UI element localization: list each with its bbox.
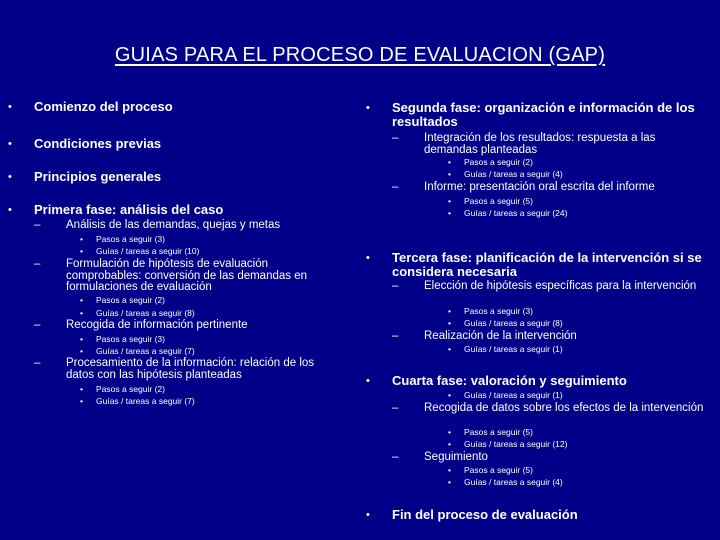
- bullet: •: [8, 138, 12, 150]
- dash: –: [392, 451, 399, 463]
- bullet: •: [448, 318, 451, 328]
- detail-analisis-guias: [80, 246, 330, 256]
- sub-recogida: [34, 320, 334, 332]
- detail-text: Guías / tareas a seguir (1): [464, 344, 563, 354]
- detail-text: Guías / tareas a seguir (12): [464, 439, 568, 449]
- item-text: Segunda fase: organización e información de los resultados: [392, 100, 695, 129]
- item-text: Primera fase: análisis del caso: [34, 202, 224, 217]
- detail-text: Guías / tareas a seguir (4): [464, 477, 563, 487]
- detail-text: Guías / tareas a seguir (24): [464, 208, 568, 218]
- item-segunda-fase: [366, 101, 712, 129]
- sub-integracion: [392, 133, 708, 156]
- detail-text: Pasos a seguir (3): [96, 234, 165, 244]
- item-comienzo: [8, 100, 338, 114]
- bullet: •: [80, 384, 83, 394]
- item-primera-fase: [8, 203, 338, 217]
- detail-recogida-guias: [80, 346, 330, 356]
- detail-integracion-guias: [448, 169, 698, 179]
- sub-analisis: [34, 220, 334, 232]
- detail-text: Pasos a seguir (5): [464, 427, 533, 437]
- item-text: Comienzo del proceso: [34, 99, 173, 114]
- sub-text: Seguimiento: [424, 451, 488, 463]
- detail-recogida-pasos: [80, 334, 330, 344]
- detail-realizacion-guias: [448, 344, 698, 354]
- dash: –: [34, 319, 41, 331]
- bullet: •: [80, 308, 83, 318]
- dash: –: [392, 181, 399, 193]
- bullet: •: [80, 334, 83, 344]
- sub-text: Análisis de las demandas, quejas y metas: [66, 219, 281, 231]
- sub-eleccion: [392, 281, 708, 293]
- detail-eleccion-pasos: [448, 306, 698, 316]
- detail-formulacion-guias: [80, 308, 330, 318]
- bullet: •: [366, 375, 370, 387]
- detail-text: Pasos a seguir (2): [464, 157, 533, 167]
- sub-text: Realización de la intervención: [424, 330, 577, 342]
- detail-analisis-pasos: [80, 234, 330, 244]
- dash: –: [392, 132, 399, 144]
- sub-text: Formulación de hipótesis de evaluación comprobables: conversión de las demandas en formulaciones de evaluación: [66, 258, 308, 293]
- sub-recogida-datos: [392, 403, 708, 415]
- bullet: •: [448, 169, 451, 179]
- bullet: •: [448, 465, 451, 475]
- detail-seguimiento-pasos: [448, 465, 698, 475]
- detail-seguimiento-guias: [448, 477, 698, 487]
- detail-informe-pasos: [448, 196, 698, 206]
- bullet: •: [448, 157, 451, 167]
- detail-text: Pasos a seguir (3): [96, 334, 165, 344]
- bullet: •: [8, 204, 12, 216]
- dash: –: [392, 402, 399, 414]
- item-principios: [8, 170, 338, 184]
- dash: –: [392, 280, 399, 292]
- bullet: •: [366, 252, 370, 264]
- bullet: •: [448, 439, 451, 449]
- dash: –: [34, 357, 41, 369]
- detail-formulacion-pasos: [80, 295, 330, 305]
- bullet: •: [448, 306, 451, 316]
- detail-text: Guías / tareas a seguir (4): [464, 169, 563, 179]
- item-text: Fin del proceso de evaluación: [392, 507, 578, 522]
- detail-text: Guías / tareas a seguir (7): [96, 346, 195, 356]
- bullet: •: [366, 509, 370, 521]
- detail-integracion-pasos: [448, 157, 698, 167]
- dash: –: [34, 219, 41, 231]
- bullet: •: [8, 101, 12, 113]
- bullet: •: [80, 396, 83, 406]
- bullet: •: [448, 390, 451, 400]
- sub-procesamiento: [34, 358, 334, 381]
- detail-text: Guías / tareas a seguir (8): [96, 308, 195, 318]
- bullet: •: [80, 234, 83, 244]
- sub-text: Elección de hipótesis específicas para la intervención: [424, 280, 697, 292]
- item-tercera-fase: [366, 251, 712, 279]
- dash: –: [34, 258, 41, 270]
- bullet: •: [366, 102, 370, 114]
- detail-text: Pasos a seguir (2): [96, 295, 165, 305]
- detail-text: Pasos a seguir (2): [96, 384, 165, 394]
- detail-text: Guías / tareas a seguir (7): [96, 396, 195, 406]
- item-fin: [366, 508, 712, 522]
- sub-text: Informe: presentación oral escrita del informe: [424, 181, 655, 193]
- detail-recogida-datos-pasos: [448, 427, 698, 437]
- sub-realizacion: [392, 331, 708, 343]
- bullet: •: [8, 171, 12, 183]
- sub-informe: [392, 182, 708, 194]
- dash: –: [392, 330, 399, 342]
- sub-text: Recogida de datos sobre los efectos de la intervención: [424, 402, 704, 414]
- sub-seguimiento: [392, 452, 708, 464]
- bullet: •: [448, 196, 451, 206]
- detail-text: Guías / tareas a seguir (8): [464, 318, 563, 328]
- detail-text: Pasos a seguir (5): [464, 465, 533, 475]
- bullet: •: [448, 208, 451, 218]
- item-text: Cuarta fase: valoración y seguimiento: [392, 373, 627, 388]
- detail-text: Guías / tareas a seguir (1): [464, 390, 563, 400]
- bullet: •: [448, 344, 451, 354]
- item-text: Principios generales: [34, 169, 162, 184]
- item-cuarta-fase: [366, 374, 712, 388]
- detail-procesamiento-pasos: [80, 384, 330, 394]
- detail-eleccion-guias: [448, 318, 698, 328]
- detail-informe-guias: [448, 208, 698, 218]
- item-text: Condiciones previas: [34, 136, 162, 151]
- detail-procesamiento-guias: [80, 396, 330, 406]
- sub-text: Recogida de información pertinente: [66, 319, 248, 331]
- bullet: •: [448, 427, 451, 437]
- bullet: •: [80, 346, 83, 356]
- detail-text: Pasos a seguir (3): [464, 306, 533, 316]
- sub-text: Procesamiento de la información: relación de los datos con las hipótesis planteadas: [66, 357, 315, 381]
- detail-cuarta-guias: [448, 390, 698, 400]
- sub-formulacion: [34, 259, 334, 294]
- bullet: •: [448, 477, 451, 487]
- detail-recogida-datos-guias: [448, 439, 698, 449]
- slide-title: GUIAS PARA EL PROCESO DE EVALUACION (GAP): [114, 44, 606, 66]
- item-condiciones: [8, 137, 338, 151]
- detail-text: Pasos a seguir (5): [464, 196, 533, 206]
- bullet: •: [80, 295, 83, 305]
- detail-text: Guías / tareas a seguir (10): [96, 246, 200, 256]
- bullet: •: [80, 246, 83, 256]
- sub-text: Integración de los resultados: respuesta a las demandas planteadas: [424, 132, 656, 156]
- item-text: Tercera fase: planificación de la intervención si se considera necesaria: [392, 250, 702, 279]
